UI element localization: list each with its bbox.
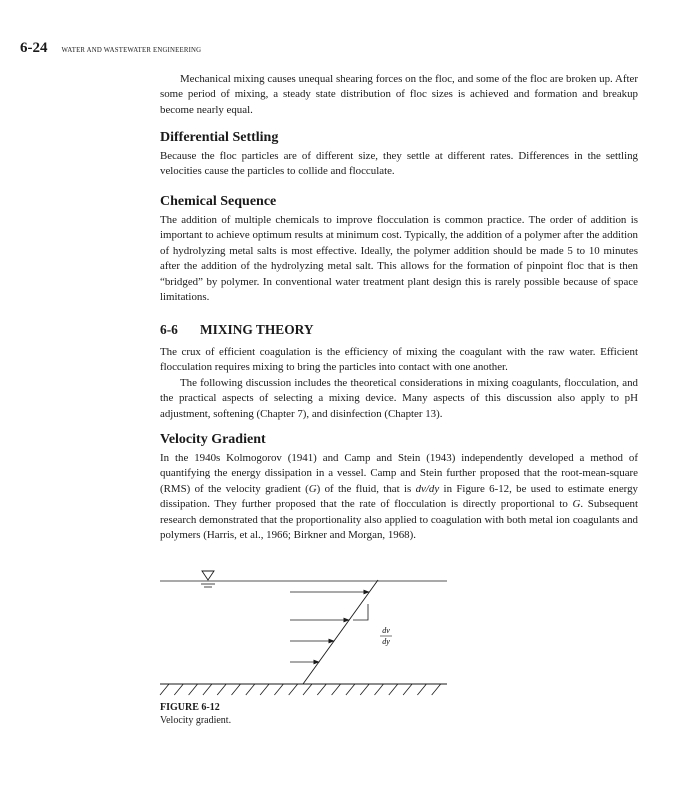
hatch-mark bbox=[360, 684, 369, 695]
figure-title: Velocity gradient. bbox=[160, 715, 232, 726]
mixing-theory-paragraph-2: The following discussion includes the theoretical considerations in mixing coagulants, flocculation, and the practical aspects of selecting a mixing device. Many aspects of this discussion also apply to pH adjustment, softening (Chapter 7), and disinfection (Chapter 13). bbox=[160, 376, 638, 420]
hatch-mark bbox=[346, 684, 355, 695]
hatch-mark bbox=[332, 684, 341, 695]
dv-label: dv bbox=[382, 626, 390, 635]
water-level-symbol bbox=[201, 571, 215, 587]
intro-section bbox=[160, 72, 638, 118]
dvdy-symbol: dv/dy bbox=[415, 482, 440, 495]
hatch-mark bbox=[432, 684, 441, 695]
intro-paragraph: Mechanical mixing causes unequal shearing forces on the floc, and some of the floc are broken up. After some period of mixing, a steady state distribution of floc sizes is achieved and formation and breakup become nearly equal. bbox=[160, 73, 638, 116]
hatch-mark bbox=[403, 684, 412, 695]
chemical-sequence-paragraph: The addition of multiple chemicals to improve flocculation is common practice. The order of addition is important to achieve optimum results at minimum cost. Typically, the addition of a polymer after the addition of hydrolyzing metal salts is most effective. Ideally, the polymer addition should be made 5 to 10 minutes after the addition of the hydrolyzing metal salt. This allows for the formation of pinpoint floc that is then “bridged” by polymer. In conventional water treatment plant design this is rarely possible because of space limitations. bbox=[160, 214, 638, 304]
hatch-mark bbox=[246, 684, 255, 695]
differential-settling-paragraph: Because the floc particles are of different size, they settle at different rates. Differences in the settling velocities cause the particles to collide and flocculate. bbox=[160, 150, 638, 178]
velocity-gradient-figure bbox=[155, 567, 455, 697]
chemical-sequence-heading: Chemical Sequence bbox=[160, 194, 277, 209]
velocity-gradient-heading: Velocity Gradient bbox=[160, 432, 266, 447]
mixing-theory-paragraph-1: The crux of efficient coagulation is the efficiency of mixing the coagulant with the raw water. Efficient flocculation requires mixing to bring the particles into contact with one another. bbox=[160, 346, 638, 374]
page-header bbox=[20, 40, 201, 57]
velocity-gradient-paragraph: In the 1940s Kolmogorov (1941) and Camp and Stein (1943) independently developed a method of quantifying the energy dissipation in a vessel. Camp and Stein further proposed that the root-mean-square (RMS) of the velocity gradient (G) of the fluid, that is dv/dy in Figure 6-12, be used to estimate energy dissipation. They further proposed that the rate of flocculation is directly proportional to G. Subsequent research demonstrated that the proportionality also applied to coagulation with both metal ion coagulants and polymers (Harris, et al., 1966; Birkner and Morgan, 1968). bbox=[160, 452, 639, 542]
differential-settling-heading: Differential Settling bbox=[160, 130, 279, 145]
hatch-mark bbox=[317, 684, 326, 695]
hatch-mark bbox=[303, 684, 312, 695]
page-number: 6-24 bbox=[20, 40, 48, 56]
hatch-mark bbox=[375, 684, 384, 695]
hatch-mark bbox=[289, 684, 298, 695]
bottom-hatching bbox=[160, 684, 441, 695]
hatch-mark bbox=[389, 684, 398, 695]
hatch-mark bbox=[217, 684, 226, 695]
mixing-theory-heading bbox=[160, 322, 638, 338]
hatch-mark bbox=[160, 684, 169, 695]
hatch-mark bbox=[274, 684, 283, 695]
hatch-mark bbox=[203, 684, 212, 695]
g-symbol: G bbox=[308, 482, 317, 495]
dy-label: dy bbox=[382, 637, 390, 646]
section-number: 6-6 bbox=[160, 322, 178, 337]
velocity-profile-line bbox=[303, 580, 378, 684]
section-title: MIXING THEORY bbox=[200, 322, 314, 337]
hatch-mark bbox=[232, 684, 241, 695]
figure-caption bbox=[160, 701, 231, 727]
running-head: WATER AND WASTEWATER ENGINEERING bbox=[61, 47, 202, 54]
differential-settling-section bbox=[160, 130, 638, 180]
hatch-mark bbox=[189, 684, 198, 695]
mixing-theory-section bbox=[160, 322, 638, 422]
figure-label: FIGURE 6-12 bbox=[160, 702, 220, 713]
chemical-sequence-section bbox=[160, 194, 638, 305]
velocity-gradient-section bbox=[160, 432, 638, 543]
hatch-mark bbox=[174, 684, 183, 695]
g-symbol-2: G bbox=[572, 498, 581, 511]
hatch-mark bbox=[417, 684, 426, 695]
hatch-mark bbox=[260, 684, 269, 695]
